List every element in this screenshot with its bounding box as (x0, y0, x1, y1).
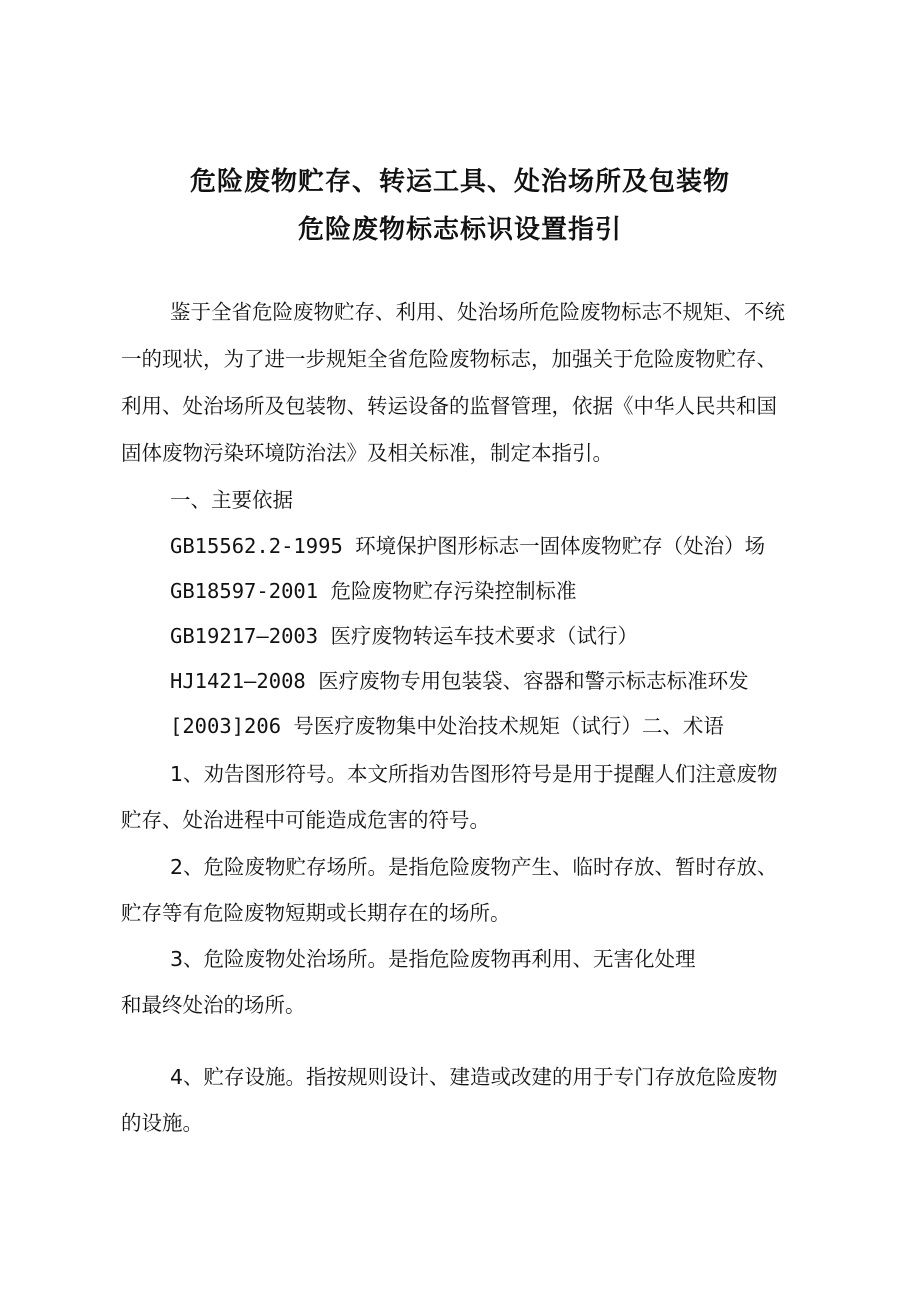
intro-line-2: 一的现状，为了进一步规矩全省危险废物标志，加强关于危险废物贮存、 (121, 347, 777, 371)
basis-item-4: HJ1421—2008 医疗废物专用包装袋、容器和警示标志标准环发 (170, 669, 749, 693)
term-3-line-1: 3、危险废物处治场所。是指危险废物再利用、无害化处理 (170, 947, 696, 971)
section-heading: 一、主要依据 (170, 488, 293, 512)
basis-item-2: GB18597-2001 危险废物贮存污染控制标准 (170, 579, 577, 603)
term-4-line-2: 的设施。 (121, 1111, 203, 1135)
term-4-line-1: 4、贮存设施。指按规则设计、建造或改建的用于专门存放危险废物 (170, 1065, 778, 1089)
term-2-line-2: 贮存等有危险废物短期或长期存在的场所。 (121, 901, 511, 925)
basis-item-3: GB19217—2003 医疗废物转运车技术要求（试行） (170, 624, 638, 648)
document-title-line-1: 危险废物贮存、转运工具、处治场所及包装物 (189, 167, 730, 197)
basis-item-1: GB15562.2-1995 环境保护图形标志一固体废物贮存（处治）场 (170, 534, 766, 558)
document-title-line-2: 危险废物标志标识设置指引 (297, 215, 622, 245)
basis-item-5: [2003]206 号医疗废物集中处治技术规矩（试行）二、术语 (170, 714, 724, 738)
term-3-line-2: 和最终处治的场所。 (121, 993, 306, 1017)
intro-line-3: 利用、处治场所及包装物、转运设备的监督管理，依据《中华人民共和国 (121, 394, 777, 418)
term-1-line-1: 1、劝告图形符号。本文所指劝告图形符号是用于提醒人们注意废物 (170, 762, 778, 786)
intro-line-4: 固体废物污染环境防治法》及相关标准，制定本指引。 (121, 441, 613, 465)
intro-line-1: 鉴于全省危险废物贮存、利用、处治场所危险废物标志不规矩、不统 (170, 300, 785, 324)
term-2-line-1: 2、危险废物贮存场所。是指危险废物产生、临时存放、暂时存放、 (170, 855, 778, 879)
term-1-line-2: 贮存、处治进程中可能造成危害的符号。 (121, 808, 490, 832)
